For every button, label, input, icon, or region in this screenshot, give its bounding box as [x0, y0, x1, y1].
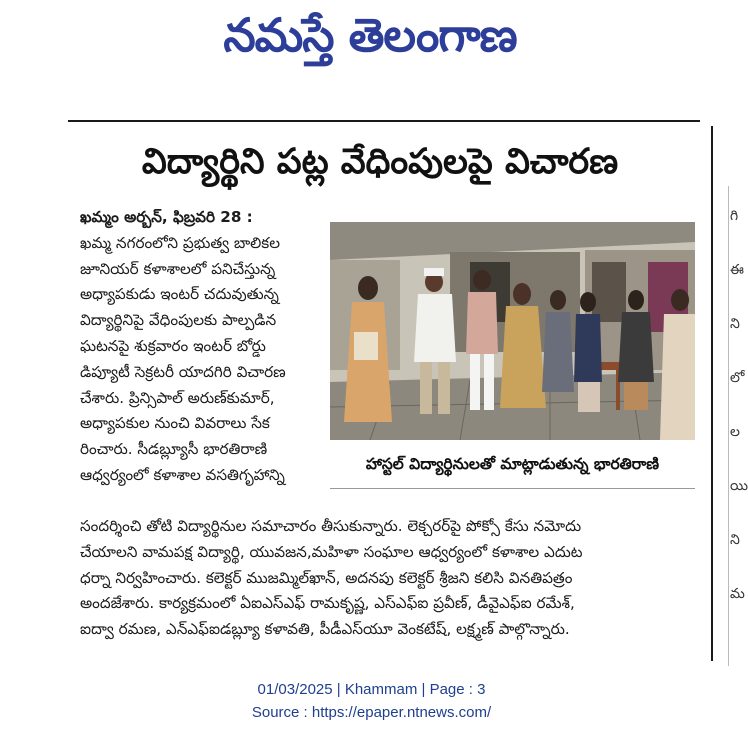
top-rule: [68, 120, 700, 122]
adjacent-article-fragment: ని: [730, 316, 740, 332]
column-line: అధ్యాపకుడు ఇంటర్ చదువుతున్న: [80, 285, 279, 304]
column-line: ఆధ్వర్యంలో కళాశాల వసతిగృహాన్ని: [80, 465, 285, 484]
footer-date-page: 01/03/2025 | Khammam | Page : 3: [257, 681, 486, 698]
adjacent-article-fragment: గి: [730, 208, 739, 224]
column-line: చేశారు. ప్రిన్సిపాల్ అరుణ్‌కుమార్,: [80, 388, 275, 407]
article-column-text: [80, 205, 328, 489]
adjacent-article-fragment: ఈ: [730, 262, 744, 278]
next-column-divider: [728, 186, 729, 666]
adjacent-article-fragment: మ: [730, 586, 745, 602]
body-line: ఐద్వా రమణ, ఎన్ఎఫ్ఐడబ్ల్యూ కళావతి, పీడీఎస్‌యూ వెంకటేష్, లక్ష్మణ్ పాల్గొన్నారు.: [80, 620, 570, 639]
adjacent-article-fragment: యి: [730, 478, 748, 494]
column-divider-right: [711, 126, 713, 661]
article-photo: [330, 222, 695, 440]
body-line: ధర్నా నిర్వహించారు. కలెక్టర్ ముజమ్మిల్‌ఖాన్, అదనపు కలెక్టర్ శ్రీజని కలిసి వినతిపత్రం: [80, 568, 573, 587]
column-line: జూనియర్ కళాశాలలో పనిచేస్తున్న: [80, 259, 276, 278]
adjacent-article-fragment: ల: [730, 424, 740, 440]
footer-source: Source : https://epaper.ntnews.com/: [251, 704, 492, 721]
adjacent-article-fragment: ని: [730, 532, 740, 548]
column-line: రించారు. సీడబ్ల్యూసీ భారతిరాణి: [80, 440, 268, 459]
body-line: సందర్శించి తోటి విద్యార్థినుల సమాచారం తీసుకున్నారు. లెక్చరర్‌పై పోక్సో కేసు నమోదు: [80, 517, 582, 535]
article-dateline: ఖమ్మం అర్బన్, ఫిబ్రవరి 28 :: [80, 208, 253, 226]
column-line: ఖమ్మ నగరంలోని ప్రభుత్వ బాలికల: [80, 233, 280, 252]
photo-caption: హాస్టల్ విద్యార్థినులతో మాట్లాడుతున్న భారతిరాణి: [365, 455, 660, 473]
body-line: అందజేశారు. కార్యక్రమంలో ఏఐఎస్ఎఫ్ రామకృష్ణ, ఎస్ఎఫ్ఐ ప్రవీణ్, డీవైఎఫ్ఐ రమేశ్,: [80, 594, 575, 613]
article-body-full-width: [80, 514, 705, 643]
newspaper-masthead: నమస్తే తెలంగాణ: [223, 8, 517, 62]
column-line: అధ్యాపకుల నుంచి వివరాలు సేక: [80, 414, 270, 433]
body-line: చేయాలని వామపక్ష విద్యార్థి, యువజన,మహిళా సంఘాల ఆధ్వర్యంలో కళాశాల ఎదుట: [80, 542, 583, 561]
column-line: విద్యార్థినిపై వేధింపులకు పాల్పడిన: [80, 311, 277, 330]
article-headline: విద్యార్థిని పట్ల వేధింపులపై విచారణ: [141, 142, 619, 182]
caption-rule: [330, 488, 695, 489]
column-line: ఘటనపై శుక్రవారం ఇంటర్ బోర్డు: [80, 336, 266, 355]
adjacent-article-fragment: లో: [730, 370, 745, 386]
column-line: డిప్యూటీ సెక్రటరీ యాదగిరి విచారణ: [80, 362, 286, 381]
